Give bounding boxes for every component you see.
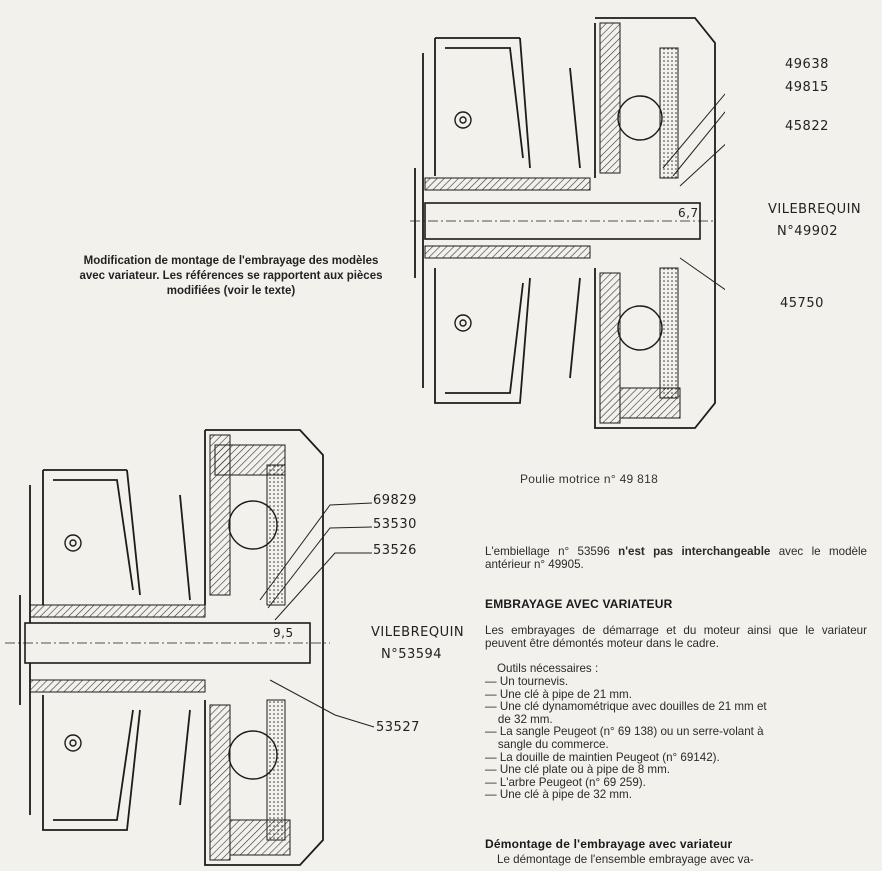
crankshaft-label: VILEBREQUIN (371, 625, 465, 640)
part-ref-45822: 45822 (785, 119, 829, 134)
crankshaft-number: N°53594 (381, 647, 443, 662)
figure-caption-top: Modification de montage de l'embrayage des modèles avec variateur. Les références se rapportent aux pièces modifiées (voir le texte) (79, 255, 383, 297)
figure-caption-pulley: Poulie motrice n° 49 818 (520, 472, 659, 486)
subheading: Démontage de l'embrayage avec variateur (485, 837, 733, 851)
list-item: — L'arbre Peugeot (n° 69 259). (485, 775, 646, 789)
paragraph-text-after: avec le modèle antérieur n° 49905. (485, 545, 867, 571)
paragraph-removal-note: Les embrayages de démarrage et du moteur ainsi que le variateur peuvent être démontés moteur dans le cadre. (485, 624, 867, 650)
list-item: — Un tournevis. (485, 675, 569, 688)
part-ref-49815: 49815 (785, 80, 829, 95)
dimension-label: 6,7 (678, 206, 699, 220)
part-ref-45750: 45750 (780, 296, 824, 311)
crankshaft-label: VILEBREQUIN (768, 202, 862, 217)
part-ref-69829: 69829 (373, 493, 417, 508)
section-heading: EMBRAYAGE AVEC VARIATEUR (485, 597, 673, 611)
list-item: — La douille de maintien Peugeot (n° 69142). (485, 750, 720, 764)
list-item: — Une clé à pipe de 32 mm. (485, 788, 632, 802)
list-item: — Une clé plate ou à pipe de 8 mm. (485, 763, 670, 777)
list-item: — Une clé dynamométrique avec douilles de 21 mm et de 32 mm. (485, 700, 767, 726)
list-item: — Une clé à pipe de 21 mm. (485, 687, 632, 701)
part-ref-49638: 49638 (785, 57, 829, 72)
paragraph-text-bold: n'est pas interchangeable (618, 545, 771, 558)
crankshaft-number: N°49902 (777, 224, 839, 239)
part-ref-53527: 53527 (376, 720, 420, 735)
paragraph-crankshaft-note (485, 545, 867, 571)
tools-list (485, 676, 870, 802)
tools-intro: Outils nécessaires : (497, 662, 599, 675)
part-ref-53526: 53526 (373, 543, 417, 558)
list-item: — La sangle Peugeot (n° 69 138) ou un serre-volant à sangle du commerce. (485, 725, 764, 751)
dimension-label: 9,5 (273, 626, 294, 640)
paragraph-removal-start: Le démontage de l'ensemble embrayage avec va- (497, 853, 754, 866)
part-ref-53530: 53530 (373, 517, 417, 532)
paragraph-text-before: L'embiellage n° 53596 (485, 545, 619, 558)
